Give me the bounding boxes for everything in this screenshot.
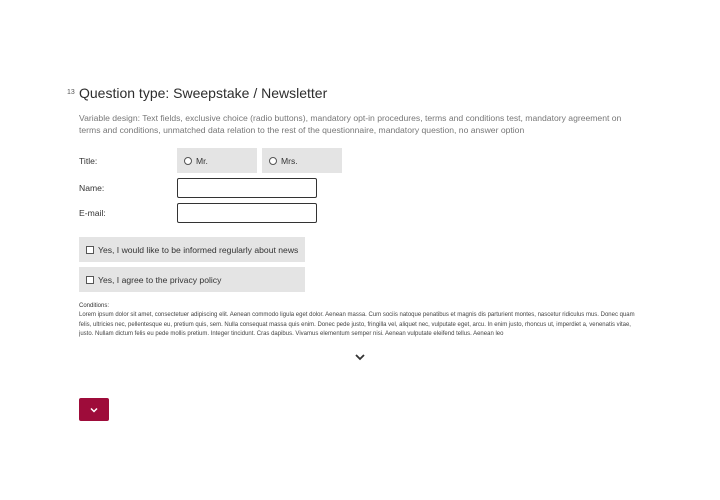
newsletter-checkbox-option[interactable] [79, 237, 305, 262]
privacy-checkbox-option[interactable] [79, 267, 305, 292]
email-label: E-mail: [79, 208, 106, 218]
name-input[interactable] [177, 178, 317, 198]
conditions-text: Lorem ipsum dolor sit amet, consectetuer adipiscing elit. Aenean commodo ligula eget dolor. Aenean massa. Cum sociis natoque penatibus et magnis dis parturient montes, nascetur ridiculus mus. Donec quam felis, ultricies nec, pellentesque eu, pretium quis, sem. Nulla consequat massa quis enim. Donec pede justo, fringilla vel, aliquet nec, vulputate eget, arcu. In enim justo, rhoncus ut, imperdiet a, venenatis vitae, justo. Nullam dictum felis eu pede mollis pretium. Integer tincidunt. Cras dapibus. Vivamus elementum semper nisi. Aenean vulputate eleifend tellus. Aenean leo [79, 312, 635, 338]
expand-conditions-button[interactable] [353, 350, 367, 362]
newsletter-label: Yes, I would like to be informed regularly about news [98, 244, 299, 255]
radio-option-label: Mrs. [281, 155, 298, 166]
radio-circle-icon [184, 157, 192, 165]
chevron-down-icon [353, 351, 367, 363]
question-description: Variable design: Text fields, exclusive choice (radio buttons), mandatory opt-in procedures, terms and conditions test, mandatory agreement on terms and conditions, unmatched data relation to the rest of the questionnaire, mandatory question, no answer option [79, 113, 622, 135]
question-number: 13 [67, 89, 75, 96]
radio-option-mrs[interactable] [262, 148, 342, 173]
radio-circle-icon [269, 157, 277, 165]
chevron-down-icon [89, 406, 99, 414]
next-button[interactable] [79, 398, 109, 421]
title-label: Title: [79, 156, 98, 166]
question-title: Question type: Sweepstake / Newsletter [79, 85, 328, 101]
name-label: Name: [79, 183, 105, 193]
checkbox-icon [86, 246, 94, 254]
privacy-label: Yes, I agree to the privacy policy [98, 274, 222, 285]
radio-option-label: Mr. [196, 155, 208, 166]
conditions-title: Conditions: [79, 303, 110, 309]
radio-option-mr[interactable] [177, 148, 257, 173]
email-input[interactable] [177, 203, 317, 223]
checkbox-icon [86, 276, 94, 284]
